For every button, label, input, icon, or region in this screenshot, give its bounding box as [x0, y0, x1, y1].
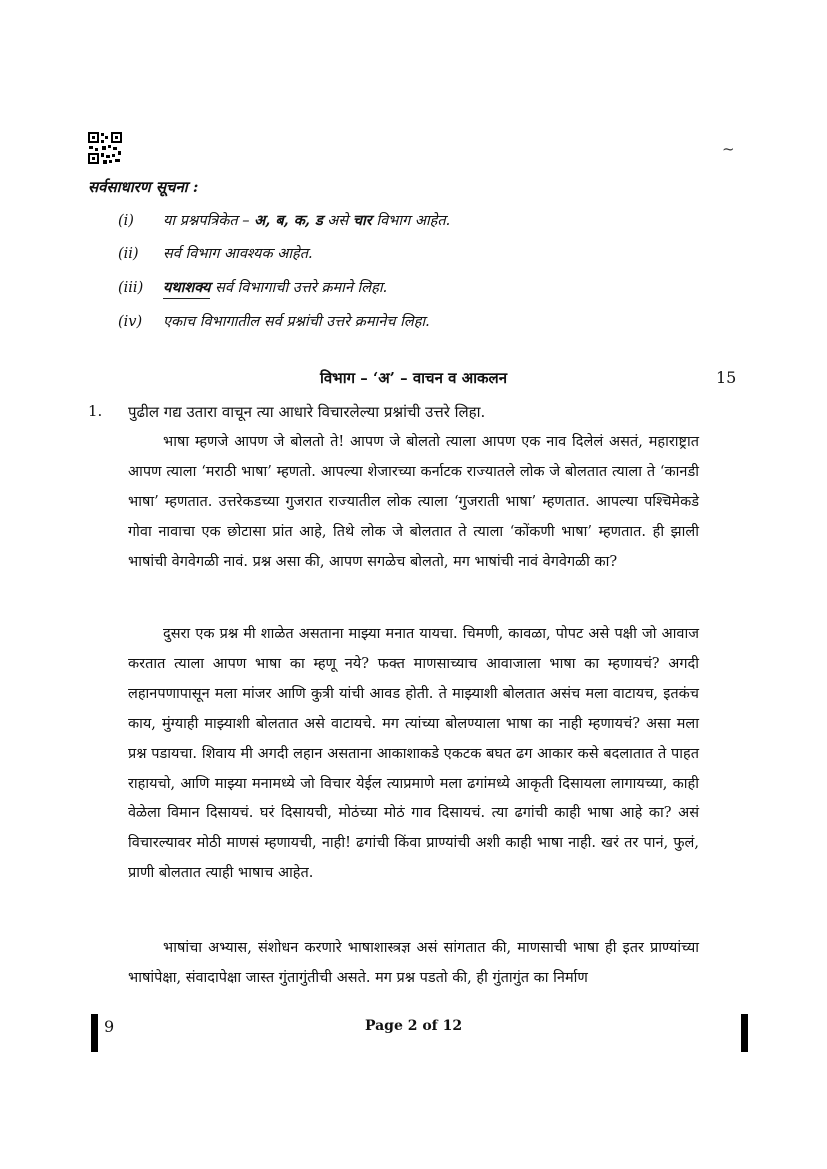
section-heading: विभाग – ‘अ’ – वाचन व आकलन: [319, 369, 508, 387]
qr-code-icon: [88, 132, 122, 164]
instruction-item: (iv) एकाच विभागातील सर्व प्रश्नांची उत्तरे क्रमानेच लिहा.: [118, 314, 430, 330]
question-text: पुढील गद्य उतारा वाचून त्या आधारे विचारलेल्या प्रश्नांची उत्तरे लिहा.: [128, 403, 486, 421]
instruction-number: (iv): [118, 314, 143, 330]
corner-mark: ~: [722, 140, 735, 158]
instruction-number: (iii): [118, 280, 144, 296]
instruction-item: (ii) सर्व विभाग आवश्यक आहेत.: [118, 246, 313, 262]
question-number: 1.: [88, 402, 103, 420]
instruction-number: (i): [118, 213, 134, 229]
passage-paragraph: दुसरा एक प्रश्न मी शाळेत असताना माझ्या मनात यायचा. चिमणी, कावळा, पोपट असे पक्षी जो आवाज करतात त्याला आपण भाषा का म्हणू नये? फक्त माणसाच्याच आवाजाला भाषा का म्हणायचं? अगदी लहानपणापासून मला मांजर आणि कुत्री यांची आवड होती. ते माझ्याशी बोलतात असंच मला वाटायच, इतकंच काय, मुंग्याही माझ्याशी बोलतात असे वाटायचे. मग त्यांच्या बोलण्याला भाषा का नाही म्हणायचं? असा मला प्रश्न पडायचा. शिवाय मी अगदी लहान असताना आकाशाकडे एकटक बघत ढग आकार कसे बदलातात ते पाहत राहायचो, आणि माझ्या मनामध्ये जो विचार येईल त्याप्रमाणे मला ढगांमध्ये आकृती दिसायला लागायच्या, काही वेळेला विमान दिसायचं. घरं दिसायची, मोठंच्या मोठं गाव दिसायचं. त्या ढगांची काही भाषा आहे का? असं विचारल्यावर मोठी माणसं म्हणायची, नाही! ढगांची किंवा प्राण्यांची अशी काही भाषा नाही. खरं तर पानं, फुलं, प्राणी बोलतात त्याही भाषाच आहेत.: [128, 626, 699, 882]
footer-right-bar: [741, 1014, 748, 1052]
page-code: 9: [104, 1017, 115, 1036]
section-marks: 15: [716, 368, 737, 387]
passage-paragraph: भाषांचा अभ्यास, संशोधन करणारे भाषाशास्त्रज्ञ असं सांगतात की, माणसाची भाषा ही इतर प्राण्यांच्या भाषांपेक्षा, संवादापेक्षा जास्त गुंतागुंतीची असते. मग प्रश्न पडतो की, ही गुंतागुंत का निर्माण: [128, 940, 699, 986]
instruction-item: (i) या प्रश्नपत्रिकेत – अ, ब, क, ड असे चार विभाग आहेत.: [118, 212, 451, 229]
instruction-number: (ii): [118, 246, 139, 262]
passage-paragraph: भाषा म्हणजे आपण जे बोलतो ते! आपण जे बोलतो त्याला आपण एक नाव दिलेलं असतं, महाराष्ट्रात आपण त्याला ‘मराठी भाषा’ म्हणतो. आपल्या शेजारच्या कर्नाटक राज्यातले लोक जे बोलतात त्याला ते ‘कानडी भाषा’ म्हणतात. उत्तरेकडच्या गुजरात राज्यातील लोक त्याला ‘गुजराती भाषा’ म्हणतात. आपल्या पश्चिमेकडे गोवा नावाचा एक छोटासा प्रांत आहे, तिथे लोक जे बोलतात ते त्याला ‘कोंकणी भाषा’ म्हणतात. ही झाली भाषांची वेगवेगळी नावं. प्रश्न असा की, आपण सगळेच बोलतो, मग भाषांची नावं वेगवेगळी का?: [128, 434, 699, 570]
instruction-item: (iii) यथाशक्य सर्व विभागाची उत्तरे क्रमाने लिहा.: [118, 277, 387, 297]
general-instructions-title: सर्वसाधारण सूचना :: [88, 178, 199, 196]
page-number: Page 2 of 12: [364, 1018, 463, 1034]
